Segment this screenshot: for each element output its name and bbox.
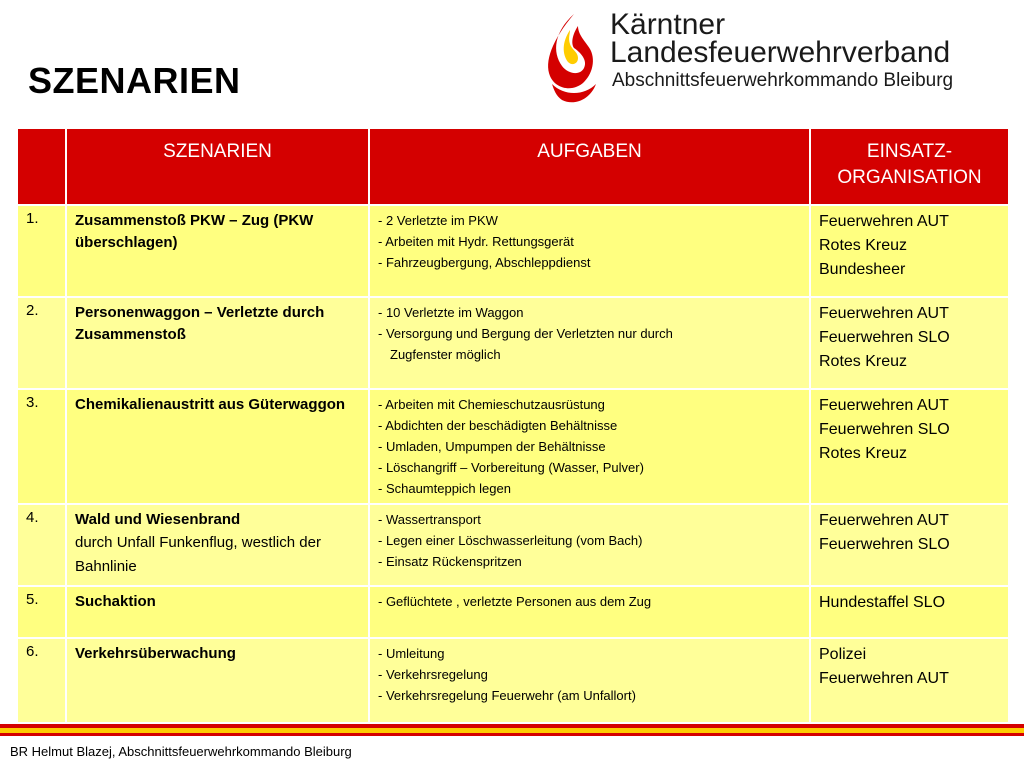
organisation-cell xyxy=(810,297,1009,389)
task-item: - Versorgung und Bergung der Verletzten nur durch xyxy=(378,326,673,341)
footer-stripe-red-2 xyxy=(0,733,1024,736)
scenario-title: Suchaktion xyxy=(75,593,156,610)
org-item: Feuerwehren SLO xyxy=(819,421,950,438)
task-item: - Schaumteppich legen xyxy=(378,481,511,496)
tasks-cell xyxy=(369,297,810,389)
org-item: Rotes Kreuz xyxy=(819,445,908,462)
tasks-cell xyxy=(369,586,810,638)
row-number: 3. xyxy=(17,389,66,504)
scenario-cell xyxy=(66,297,369,389)
org-item: Polizei xyxy=(819,646,867,663)
row-number: 5. xyxy=(17,586,66,638)
task-item: - Abdichten der beschädigten Behältnisse xyxy=(378,418,618,433)
row-number: 1. xyxy=(17,205,66,297)
scenario-cell xyxy=(66,586,369,638)
task-item: - Umladen, Umpumpen der Behältnisse xyxy=(378,439,606,454)
scenario-cell xyxy=(66,205,369,297)
task-item: - Umleitung xyxy=(378,646,445,661)
header-org-line1: EINSATZ- xyxy=(866,141,953,162)
organisation-cell xyxy=(810,638,1009,723)
table-header-row xyxy=(17,128,1009,205)
scenario-title: Personenwaggon – Verletzte durch Zusammenstoß xyxy=(75,304,325,343)
org-item: Rotes Kreuz xyxy=(819,353,908,370)
task-item: - Arbeiten mit Hydr. Rettungsgerät xyxy=(378,234,574,249)
table-row xyxy=(17,297,1009,389)
scenario-cell xyxy=(66,638,369,723)
scenario-title: Chemikalienaustritt aus Güterwaggon xyxy=(75,396,346,413)
table-row xyxy=(17,389,1009,504)
org-item: Feuerwehren SLO xyxy=(819,536,950,553)
task-item: - Verkehrsregelung xyxy=(378,667,488,682)
scenario-title: Verkehrsüberwachung xyxy=(75,645,236,662)
org-item: Feuerwehren SLO xyxy=(819,329,950,346)
org-item: Hundestaffel SLO xyxy=(819,594,946,611)
logo-line-2: Landesfeuerwehrverband xyxy=(610,36,951,69)
tasks-cell xyxy=(369,638,810,723)
table-row xyxy=(17,638,1009,723)
row-number: 2. xyxy=(17,297,66,389)
header-organisation xyxy=(810,128,1009,205)
organisation-cell xyxy=(810,504,1009,586)
task-item: - 2 Verletzte im PKW xyxy=(378,213,498,228)
row-number: 4. xyxy=(17,504,66,586)
logo-line-3: Abschnittsfeuerwehrkommando Bleiburg xyxy=(612,70,954,91)
task-item: - Verkehrsregelung Feuerwehr (am Unfallort) xyxy=(378,688,636,703)
task-item: - Wassertransport xyxy=(378,512,481,527)
table-row xyxy=(17,205,1009,297)
header-org-line2: ORGANISATION xyxy=(837,167,982,188)
logo-line-1: Kärntner xyxy=(610,8,726,41)
header-scenario: SZENARIEN xyxy=(66,128,369,205)
logo xyxy=(536,0,1024,108)
organisation-cell xyxy=(810,389,1009,504)
header-num xyxy=(17,128,66,205)
task-item: - 10 Verletzte im Waggon xyxy=(378,305,524,320)
tasks-cell xyxy=(369,504,810,586)
scenario-cell xyxy=(66,389,369,504)
table-row xyxy=(17,504,1009,586)
scenario-cell xyxy=(66,504,369,586)
task-item: - Arbeiten mit Chemieschutzausrüstung xyxy=(378,397,605,412)
row-number: 6. xyxy=(17,638,66,723)
header-tasks: AUFGABEN xyxy=(369,128,810,205)
org-item: Rotes Kreuz xyxy=(819,237,908,254)
task-item: - Geflüchtete , verletzte Personen aus dem Zug xyxy=(378,594,652,609)
tasks-cell xyxy=(369,205,810,297)
footer-credit: BR Helmut Blazej, Abschnittsfeuerwehrkommando Bleiburg xyxy=(10,744,352,759)
org-item: Feuerwehren AUT xyxy=(819,670,949,687)
task-item: - Einsatz Rückenspritzen xyxy=(378,554,522,569)
task-item: - Fahrzeugbergung, Abschleppdienst xyxy=(378,255,591,270)
scenario-title: Zusammenstoß PKW – Zug (PKW überschlagen) xyxy=(75,212,314,251)
task-item: Zugfenster möglich xyxy=(390,347,501,362)
org-item: Feuerwehren AUT xyxy=(819,397,949,414)
flame-icon xyxy=(544,10,604,106)
org-item: Feuerwehren AUT xyxy=(819,213,949,230)
organisation-cell xyxy=(810,586,1009,638)
table-row xyxy=(17,586,1009,638)
tasks-cell xyxy=(369,389,810,504)
page-title: SZENARIEN xyxy=(28,60,241,101)
org-item: Feuerwehren AUT xyxy=(819,305,949,322)
org-item: Bundesheer xyxy=(819,261,906,278)
scenario-table xyxy=(16,127,1010,724)
organisation-cell xyxy=(810,205,1009,297)
scenario-title: Wald und Wiesenbrand xyxy=(75,511,241,528)
org-item: Feuerwehren AUT xyxy=(819,512,949,529)
task-item: - Legen einer Löschwasserleitung (vom Bach) xyxy=(378,533,643,548)
task-item: - Löschangriff – Vorbereitung (Wasser, Pulver) xyxy=(378,460,644,475)
scenario-subtitle: durch Unfall Funkenflug, westlich der Bahnlinie xyxy=(75,534,321,575)
